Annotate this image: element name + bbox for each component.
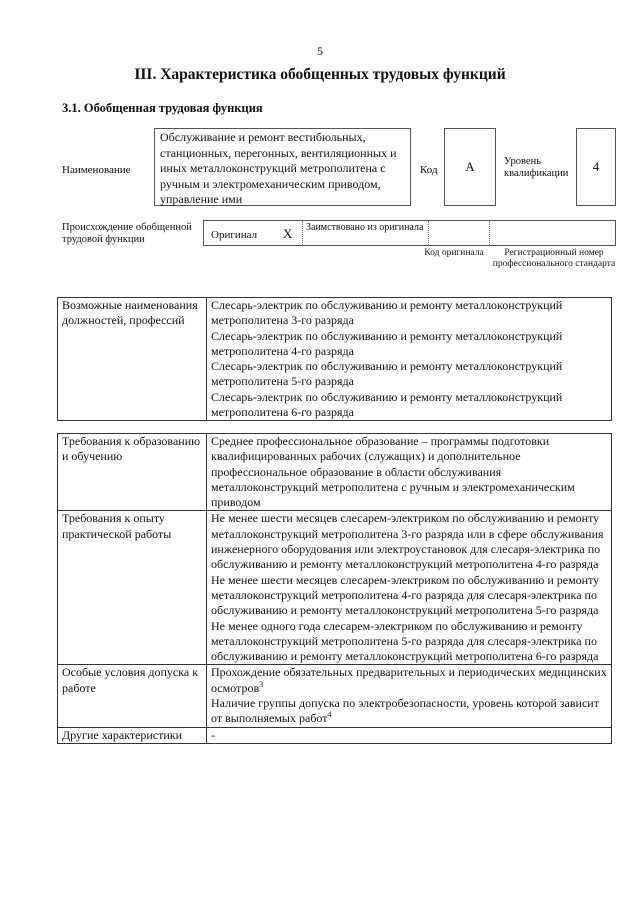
footnote-ref: 4 — [327, 710, 332, 720]
experience-item: Не менее одного года слесарем-электриком по обслуживанию и ремонту металлоконструкций метрополитена 5-го разряда для слесаря-электрика по обслуживанию и ремонту металлоконструкций метрополитена 6-го разряда — [211, 618, 599, 664]
level-value: 4 — [576, 128, 616, 206]
original-label: Оригинал — [211, 229, 258, 241]
reg-number-caption: Регистрационный номер профессионального стандарта — [492, 248, 616, 269]
position-item: Слесарь-электрик по обслуживанию и ремонту металлоконструкций метрополитена 3-го разряда — [211, 298, 563, 328]
position-item: Слесарь-электрик по обслуживанию и ремонту металлоконструкций метрополитена 6-го разряда — [211, 389, 563, 420]
code-value: A — [444, 128, 496, 206]
experience-item: Не менее шести месяцев слесарем-электриком по обслуживанию и ремонту металлоконструкций метрополитена 3-го разряда или в сфере обслуживания инженерного оборудования или электроустановок для слесаря-электрика по обслуживанию и ремонту металлоконструкций метрополитена 4-го разряда — [211, 511, 604, 572]
positions-table — [57, 297, 612, 421]
origin-box — [203, 220, 616, 246]
position-item: Слесарь-электрик по обслуживанию и ремонту металлоконструкций метрополитена 5-го разряда — [211, 359, 563, 389]
position-item: Слесарь-электрик по обслуживанию и ремонту металлоконструкций метрополитена 4-го разряда — [211, 328, 563, 358]
original-mark: X — [283, 226, 293, 241]
level-label: Уровень квалификации — [504, 156, 569, 179]
requirements-table — [57, 433, 612, 744]
experience-list — [207, 511, 612, 665]
special-conditions-label: Особые условия допуска к работе — [58, 665, 207, 727]
code-label: Код — [420, 164, 438, 176]
code-caption: Код оригинала — [424, 248, 484, 258]
special-condition-item: Наличие группы допуска по электробезопасности, уровень которой зависит от выполняемых работ$^4$ — [211, 696, 599, 726]
education-text: Среднее профессиональное образование – программы подготовки квалифицированных рабочих (служащих) и дополнительное профессиональное образование в области обслуживания металлоконструкций метрополитена с ручным и электромеханическим приводом — [207, 434, 612, 511]
positions-list — [207, 298, 612, 421]
borrowed-label: Заимствовано из оригинала — [306, 222, 424, 233]
other-characteristics-label: Другие характеристики — [58, 727, 207, 743]
section-title: III. Характеристика обобщенных трудовых функций — [134, 66, 506, 83]
experience-label: Требования к опыту практической работы — [58, 511, 207, 665]
experience-item: Не менее шести месяцев слесарем-электриком по обслуживанию и ремонту металлоконструкций метрополитена 4-го разряда для слесаря-электрика по обслуживанию и ремонту металлоконструкций метрополитена 5-го разряда — [211, 572, 600, 618]
education-label: Требования к образованию и обучению — [58, 434, 207, 511]
positions-label: Возможные наименования должностей, профессий — [58, 298, 207, 421]
subsection-title: 3.1. Обобщенная трудовая функция — [62, 101, 263, 115]
function-name-box: Обслуживание и ремонт вестибюльных, станционных, перегонных, вентиляционных и иных металлоконструкций метрополитена с ручным и электромеханическим приводом, управление ими — [154, 128, 411, 206]
other-characteristics-value: - — [207, 727, 612, 743]
special-conditions-list — [207, 665, 612, 727]
special-condition-item: Прохождение обязательных предварительных и периодических медицинских осмотров$^3$ — [211, 665, 607, 695]
footnote-ref: 3 — [259, 679, 264, 689]
origin-label: Происхождение обобщенной трудовой функции — [62, 222, 192, 245]
page-number: 5 — [317, 44, 323, 58]
name-label: Наименование — [62, 164, 131, 176]
